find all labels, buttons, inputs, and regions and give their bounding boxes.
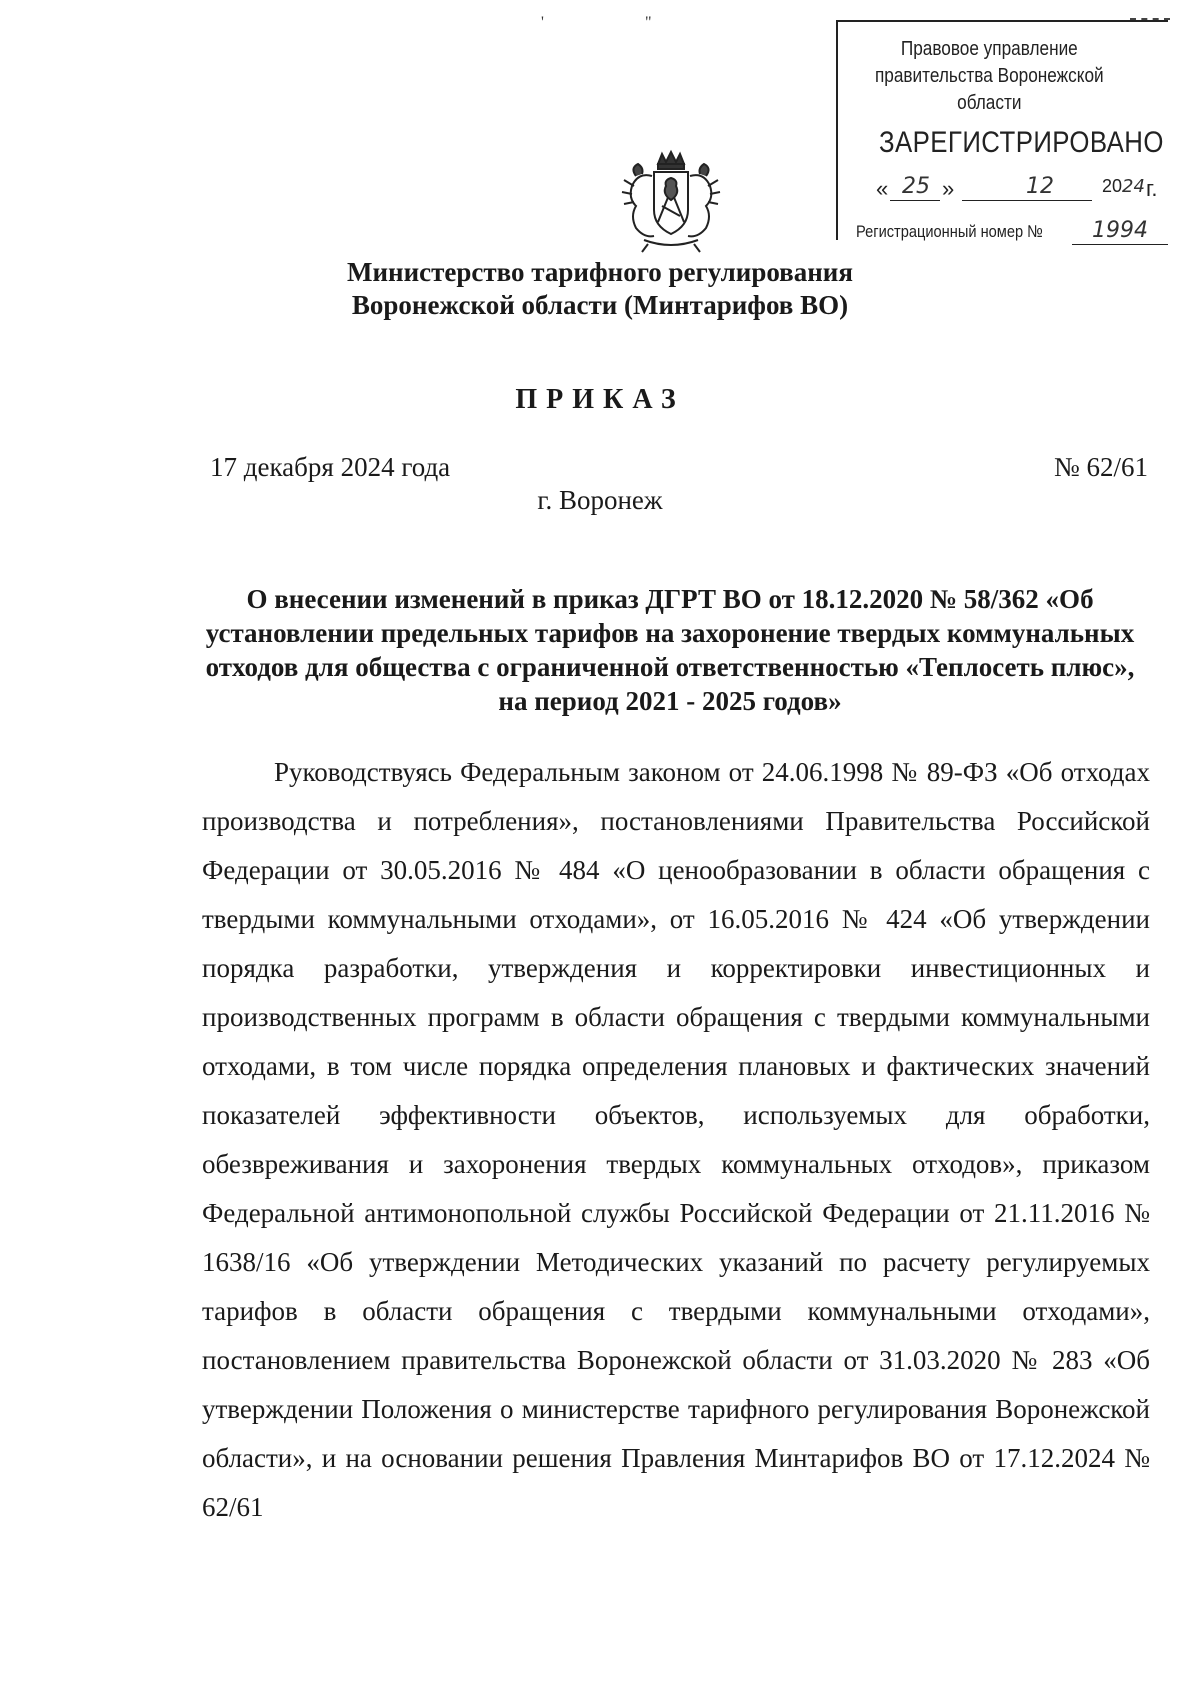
scan-artifact: ": [645, 14, 652, 31]
stamp-year-prefix: 20: [1102, 176, 1123, 196]
stamp-reg-number-underline: [1072, 244, 1168, 245]
stamp-month-underline: [962, 200, 1092, 201]
coat-of-arms-icon: [616, 146, 726, 256]
order-title: О внесении изменений в приказ ДГРТ ВО от 18.12.2020 № 58/362 «Об установлении предельных тарифов на захоронение твердых коммунальных отходов для общества с ограниченной ответственностью «Теплосеть плюс», на период 2021 - 2025 годов»: [205, 584, 1135, 716]
stamp-corner-mark: [1130, 18, 1170, 20]
stamp-month: 12: [1026, 174, 1054, 199]
scan-artifact: ': [541, 14, 544, 31]
stamp-year-suffix: г.: [1146, 176, 1158, 201]
order-number: № 62/61: [1053, 452, 1148, 482]
organization-name: Министерство тарифного регулирования Воронежской области (Минтарифов ВО): [347, 257, 853, 320]
stamp-quote-open: «: [876, 176, 889, 201]
registration-stamp: [836, 20, 1168, 243]
stamp-year: 24: [1122, 176, 1145, 197]
stamp-registered-label: ЗАРЕГИСТРИРОВАНО: [879, 126, 1164, 159]
city-name: г. Воронеж: [537, 485, 663, 515]
stamp-department: Правовое управление правительства Воронежской области: [874, 38, 1104, 114]
stamp-date: [876, 174, 1166, 208]
stamp-reg-number-label: Регистрационный номер №: [856, 222, 1043, 241]
stamp-day: 25: [902, 174, 930, 199]
stamp-day-underline: [890, 200, 940, 201]
stamp-reg-number-value: 1994: [1092, 218, 1148, 243]
stamp-reg-number: [856, 218, 1166, 248]
document-type: ПРИКАЗ: [515, 384, 685, 415]
body-paragraph: Руководствуясь Федеральным законом от 24.06.1998 № 89-ФЗ «Об отходах производства и потребления», постановлениями Правительства Российской Федерации от 30.05.2016 № 484 «О ценообразовании в области обращения с твердыми коммунальными отходами», от 16.05.2016 № 424 «Об утверждении порядка разработки, утверждения и корректировки инвестиционных и производственных программ в области обращения с твердыми коммунальными отходами, в том числе порядка определения плановых и фактических значений показателей эффективности объектов, используемых для обработки, обезвреживания и захоронения твердых коммунальных отходов», приказом Федеральной антимонопольной службы Российской Федерации от 21.11.2016 № 1638/16 «Об утверждении Методических указаний по расчету регулируемых тарифов в области обращения с твердыми коммунальными отходами», постановлением правительства Воронежской области от 31.03.2020 № 283 «Об утверждении Положения о министерстве тарифного регулирования Воронежской области», и на основании решения Правления Минтарифов ВО от 17.12.2024 № 62/61: [202, 757, 1150, 1522]
stamp-quote-close: »: [942, 176, 955, 201]
order-date: 17 декабря 2024 года: [210, 452, 451, 482]
